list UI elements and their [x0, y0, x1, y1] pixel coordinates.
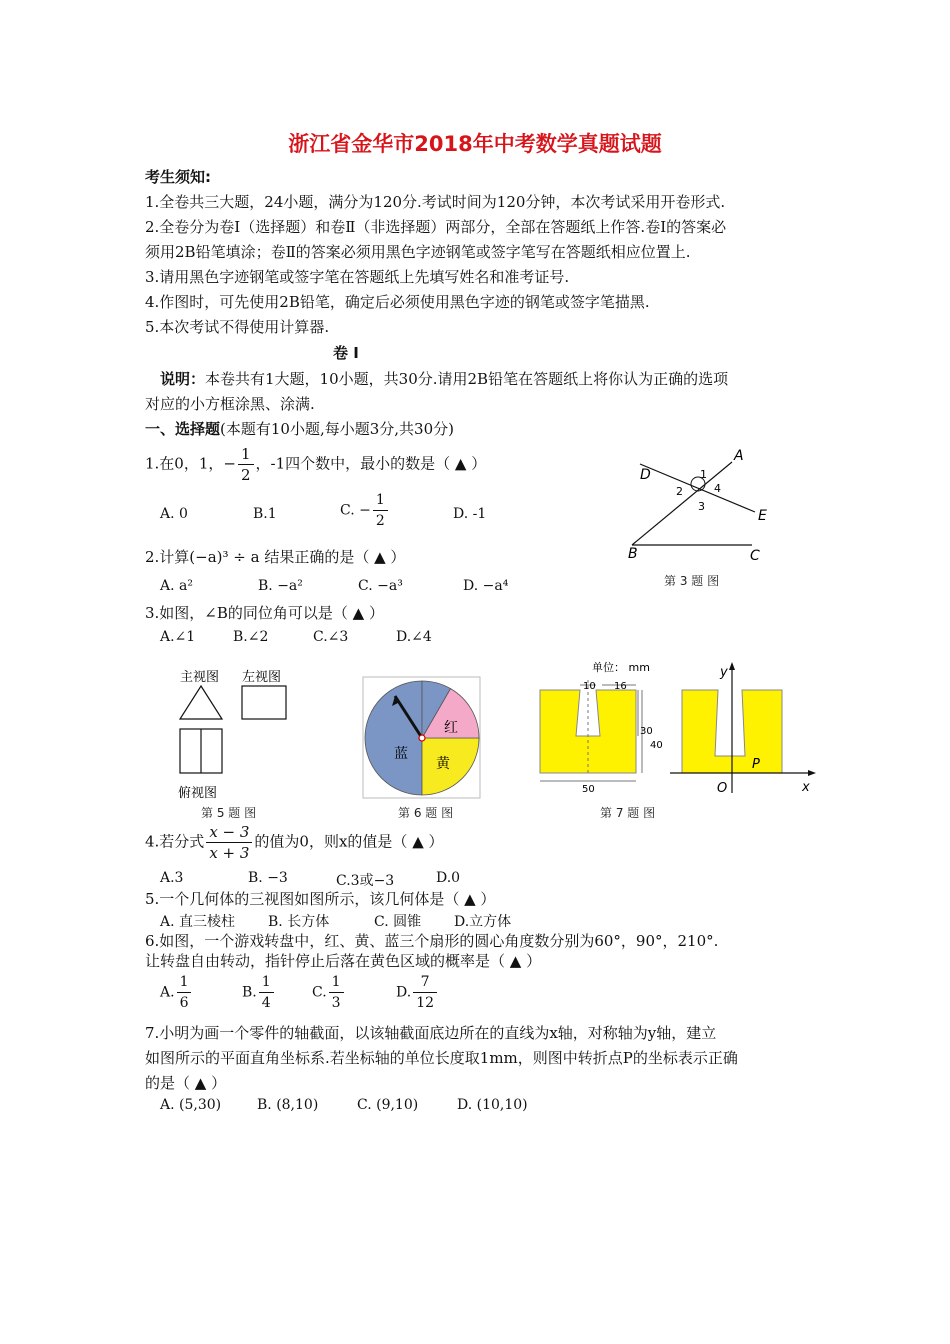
fig6-yellow-label: 黄	[436, 756, 450, 772]
question-7-line2: 如图所示的平面直角坐标系.若坐标轴的单位长度取1mm，则图中转折点P的坐标表示正确	[145, 1049, 738, 1067]
fig7-origin-label: O	[717, 781, 728, 796]
fig7-caption: 第 7 题 图	[600, 806, 656, 820]
fig7-x-label: x	[802, 780, 810, 795]
q6-optc-fraction	[329, 972, 344, 1013]
fig7-point-p: P	[752, 757, 760, 772]
fig6-yellow-sector	[422, 738, 479, 795]
q1-pre: 1.在0，1，	[145, 454, 224, 473]
fig7-dim-50: 50	[582, 784, 595, 795]
notice-item: 4.作图时，可先使用2B铅笔，确定后必须使用黑色字迹的钢笔或签字笔描黑.	[145, 293, 650, 311]
q5-option-a: A. 直三棱柱	[160, 914, 236, 930]
q4-option-a: A.3	[160, 870, 184, 886]
q6-opta-den: 6	[179, 995, 189, 1011]
q6-optb-label: B.	[242, 984, 257, 1001]
fig3-angle-2: 2	[676, 485, 683, 498]
section-detail: (本题有10小题,每小题3分,共30分)	[220, 420, 454, 438]
q6-optc-den: 3	[331, 995, 341, 1011]
fig7-dim-40: 40	[650, 740, 663, 751]
q1-option-c	[340, 490, 390, 531]
q7-option-c: C. (9,10)	[357, 1097, 419, 1113]
q4-option-b: B. −3	[248, 870, 288, 886]
q1-optc-den: 2	[375, 513, 385, 529]
q6-optd-den: 12	[416, 995, 435, 1011]
q6-option-b	[242, 972, 276, 1013]
figure-5	[170, 664, 320, 804]
q3-option-c: C.∠3	[313, 629, 349, 645]
q4-num: x − 3	[206, 822, 252, 843]
explain-line1	[160, 368, 728, 390]
q5-option-b: B. 长方体	[268, 914, 330, 930]
question-5: 5.一个几何体的三视图如图所示，该几何体是（ ▲ ）	[145, 890, 496, 908]
q5-option-d: D.立方体	[454, 914, 512, 930]
explain-label: 说明：	[160, 370, 206, 388]
fig7-y-arrow	[729, 662, 735, 670]
figure-6	[362, 676, 482, 801]
fig5-left-view	[242, 686, 286, 719]
q6-optb-fraction	[259, 972, 274, 1013]
fig3-angle-3: 3	[698, 500, 705, 513]
q7-option-b: B. (8,10)	[257, 1097, 319, 1113]
fig5-left-label: 左视图	[242, 670, 282, 685]
fig5-front-view	[180, 686, 222, 719]
notice-item: 须用2B铅笔填涂；卷Ⅱ的答案必须用黑色字迹钢笔或签字笔写在答题纸相应位置上.	[145, 243, 691, 261]
q7-option-d: D. (10,10)	[457, 1097, 528, 1113]
question-6-line1: 6.如图，一个游戏转盘中，红、黄、蓝三个扇形的圆心角度数分别为60°，90°，210°.	[145, 932, 719, 950]
q4-post: 的值为0，则x的值是（ ▲ ）	[254, 832, 444, 851]
q6-optb-num: 1	[259, 972, 274, 993]
fig7-dim-30: 30	[640, 726, 653, 737]
q6-opta-num: 1	[177, 972, 192, 993]
q6-opta-label: A.	[160, 984, 175, 1001]
q6-optd-num: 7	[413, 972, 437, 993]
fig3-label-b: B	[628, 546, 638, 562]
question-3: 3.如图，∠B的同位角可以是（ ▲ ）	[145, 604, 384, 622]
fig6-caption: 第 6 题 图	[398, 806, 454, 820]
notice-item: 1.全卷共三大题，24小题，满分为120分.考试时间为120分钟，本次考试采用开卷形式.	[145, 193, 726, 211]
figure-3	[620, 440, 790, 590]
q1-option-a: A. 0	[160, 506, 188, 522]
notice-item: 5.本次考试不得使用计算器.	[145, 318, 330, 336]
figure-7	[530, 658, 820, 798]
q4-fraction	[206, 822, 252, 863]
fig5-front-label: 主视图	[180, 670, 220, 685]
notice-item: 2.全卷分为卷Ⅰ（选择题）和卷Ⅱ（非选择题）两部分，全部在答题纸上作答.卷Ⅰ的答案必	[145, 218, 727, 236]
q2-option-d: D. −a⁴	[463, 578, 509, 594]
explain-text: 本卷共有1大题，10小题，共30分.请用2B铅笔在答题纸上将你认为正确的选项	[205, 370, 729, 388]
q4-pre: 4.若分式	[145, 832, 205, 851]
q4-option-c: C.3或−3	[336, 873, 395, 889]
fig3-label-c: C	[750, 548, 760, 564]
fig3-label-a: A	[734, 448, 744, 464]
fig6-blue-sector	[365, 681, 422, 795]
question-7-line1: 7.小明为画一个零件的轴截面，以该轴截面底边所在的直线为x轴，对称轴为y轴，建立	[145, 1024, 717, 1042]
q2-option-b: B. −a²	[258, 578, 303, 594]
fig5-top-label: 俯视图	[178, 786, 218, 801]
fig7-unit: 单位： mm	[592, 661, 650, 674]
q1-option-b: B.1	[253, 506, 277, 522]
page-title: 浙江省金华市2018年中考数学真题试题	[288, 132, 662, 156]
fig6-pivot	[419, 735, 425, 741]
q1-num: 1	[238, 444, 254, 465]
q5-option-c: C. 圆锥	[374, 914, 422, 930]
q4-den: x + 3	[209, 844, 250, 862]
notice-item: 3.请用黑色字迹钢笔或签字笔在答题纸上先填写姓名和准考证号.	[145, 268, 570, 286]
q1-post: ，-1四个数中，最小的数是（ ▲ ）	[255, 454, 487, 473]
fig6-red-label: 红	[444, 720, 458, 736]
fig5-caption: 第 5 题 图	[201, 806, 257, 820]
question-2: 2.计算(−a)³ ÷ a 结果正确的是（ ▲ ）	[145, 548, 406, 566]
q6-option-a	[160, 972, 193, 1013]
q1-optc-num: 1	[373, 490, 388, 511]
q4-option-d: D.0	[436, 870, 461, 886]
q6-optb-den: 4	[261, 995, 271, 1011]
q2-option-c: C. −a³	[358, 578, 403, 594]
q1-neg: −	[223, 454, 236, 473]
fig7-dim-10: 10	[583, 681, 596, 692]
fig7-dim-16: 16	[614, 681, 627, 692]
fig7-x-arrow	[808, 770, 816, 776]
volume-heading: 卷 Ⅰ	[333, 344, 359, 362]
section-heading	[145, 418, 454, 440]
fig3-label-e: E	[758, 508, 767, 524]
q1-optc-fraction	[373, 490, 388, 531]
fig7-y-label: y	[720, 665, 728, 680]
q6-optc-num: 1	[329, 972, 344, 993]
fig3-caption: 第 3 题 图	[664, 574, 720, 588]
question-7-line3: 的是（ ▲ ）	[145, 1074, 227, 1092]
q2-option-a: A. a²	[160, 578, 193, 594]
q7-option-a: A. (5,30)	[160, 1097, 222, 1113]
q3-option-b: B.∠2	[233, 629, 269, 645]
q6-optc-label: C.	[312, 984, 327, 1001]
question-4	[145, 822, 444, 863]
q1-fraction	[238, 444, 254, 485]
fig3-angle-1: 1	[700, 468, 707, 481]
fig3-angle-4: 4	[714, 482, 721, 495]
question-6-line2: 让转盘自由转动，指针停止后落在黄色区域的概率是（ ▲ ）	[145, 952, 542, 970]
q6-option-c	[312, 972, 346, 1013]
q3-option-d: D.∠4	[396, 629, 432, 645]
q1-optc-label: C. −	[340, 502, 371, 519]
notice-heading: 考生须知:	[145, 168, 211, 186]
section-label: 一、选择题	[145, 420, 221, 438]
q6-optd-label: D.	[396, 984, 412, 1001]
q6-optd-fraction	[413, 972, 437, 1013]
q6-opta-fraction	[177, 972, 192, 1013]
q1-den: 2	[240, 466, 251, 484]
fig6-blue-label: 蓝	[394, 746, 408, 762]
q6-option-d	[396, 972, 439, 1013]
explain-line2: 对应的小方框涂黑、涂满.	[145, 395, 315, 413]
fig3-label-d: D	[640, 467, 651, 483]
question-1	[145, 444, 486, 485]
q3-option-a: A.∠1	[160, 629, 196, 645]
q1-option-d: D. -1	[453, 506, 487, 522]
